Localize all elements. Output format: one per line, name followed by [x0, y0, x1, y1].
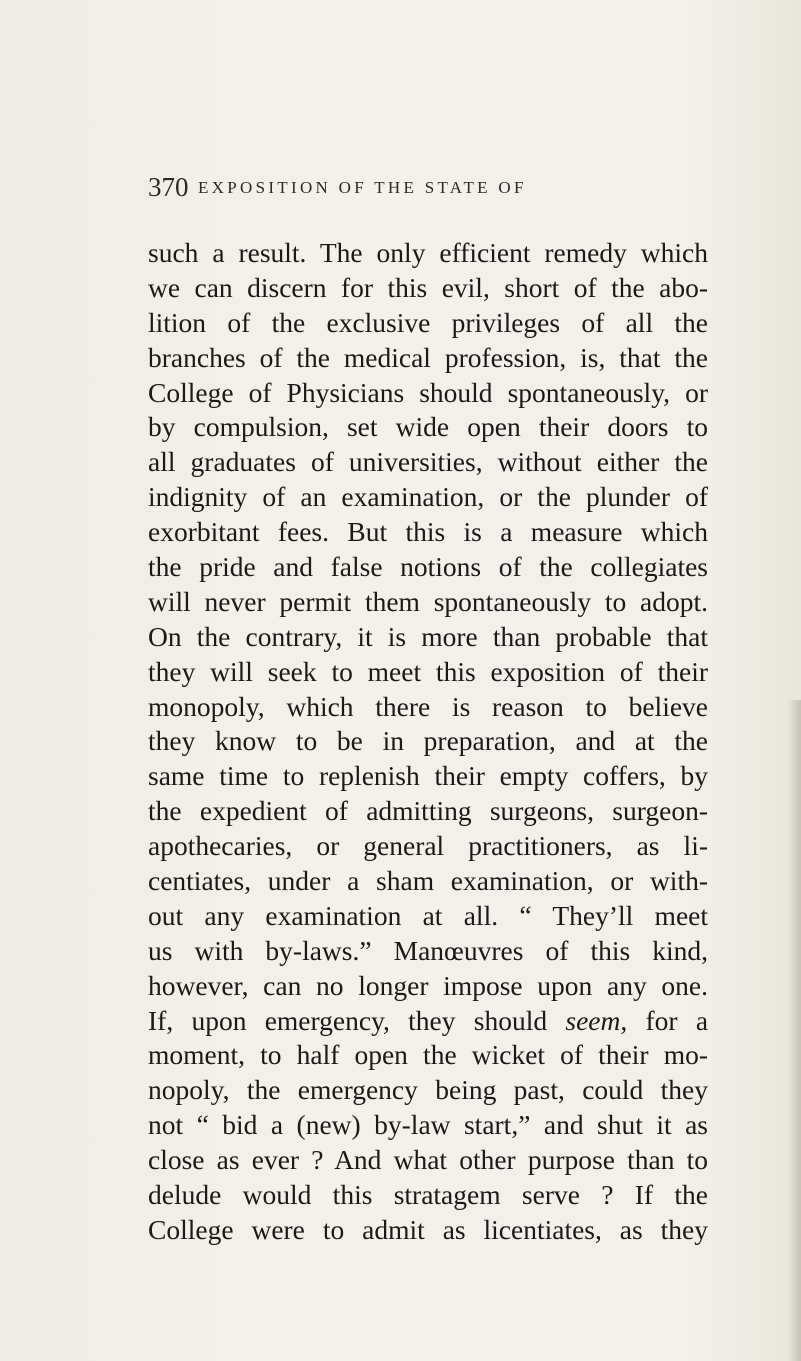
- text-line: lition of the exclusive privileges of all the: [148, 306, 708, 338]
- text-segment: If, upon emergency, they should: [148, 1004, 548, 1036]
- page-header: [148, 170, 708, 204]
- text-line: all graduates of universities, without either the: [148, 446, 708, 478]
- text-line: however, can no longer impose upon any one.: [148, 969, 708, 1001]
- text-line: same time to replenish their empty coffers, by: [148, 760, 708, 792]
- text-line: apothecaries, or general practitioners, as li-: [148, 830, 708, 862]
- text-line: the expedient of admitting surgeons, surgeon-: [148, 795, 708, 827]
- text-line: not “ bid a (new) by-law start,” and shut it as: [148, 1109, 708, 1141]
- text-line: they know to be in preparation, and at the: [148, 725, 708, 757]
- text-line: we can discern for this evil, short of the abo-: [148, 271, 708, 303]
- running-head: EXPOSITION OF THE STATE OF: [198, 178, 527, 197]
- text-line: moment, to half open the wicket of their mo-: [148, 1039, 708, 1071]
- italic-word: seem,: [565, 1004, 628, 1036]
- body-text: [148, 236, 708, 1248]
- text-line: will never permit them spontaneously to adopt.: [148, 585, 708, 617]
- text-line: they will seek to meet this exposition of their: [148, 655, 708, 687]
- text-segment: for a: [645, 1004, 709, 1036]
- page-edge-shadow: [787, 700, 801, 1361]
- text-line: delude would this stratagem serve ? If the: [148, 1179, 708, 1211]
- text-line: us with by-laws.” Manœuvres of this kind,: [148, 934, 708, 966]
- text-line: nopoly, the emergency being past, could they: [148, 1074, 708, 1106]
- text-line-with-italic: [148, 1004, 708, 1039]
- text-line: branches of the medical profession, is, that the: [148, 341, 708, 373]
- text-line: out any examination at all. “ They’ll meet: [148, 899, 708, 931]
- text-line: close as ever ? And what other purpose than to: [148, 1144, 708, 1176]
- text-line: College of Physicians should spontaneously, or: [148, 376, 708, 408]
- text-line: the pride and false notions of the collegiates: [148, 551, 708, 583]
- text-line: monopoly, which there is reason to believe: [148, 690, 708, 722]
- text-line: College were to admit as licentiates, as they: [148, 1213, 708, 1245]
- text-line: On the contrary, it is more than probable that: [148, 620, 708, 652]
- text-line: indignity of an examination, or the plunder of: [148, 481, 708, 513]
- page-number: 370: [148, 172, 189, 202]
- text-line: centiates, under a sham examination, or with-: [148, 865, 708, 897]
- text-line: exorbitant fees. But this is a measure which: [148, 516, 708, 548]
- text-line: by compulsion, set wide open their doors to: [148, 411, 708, 443]
- text-line: such a result. The only efficient remedy which: [148, 237, 708, 268]
